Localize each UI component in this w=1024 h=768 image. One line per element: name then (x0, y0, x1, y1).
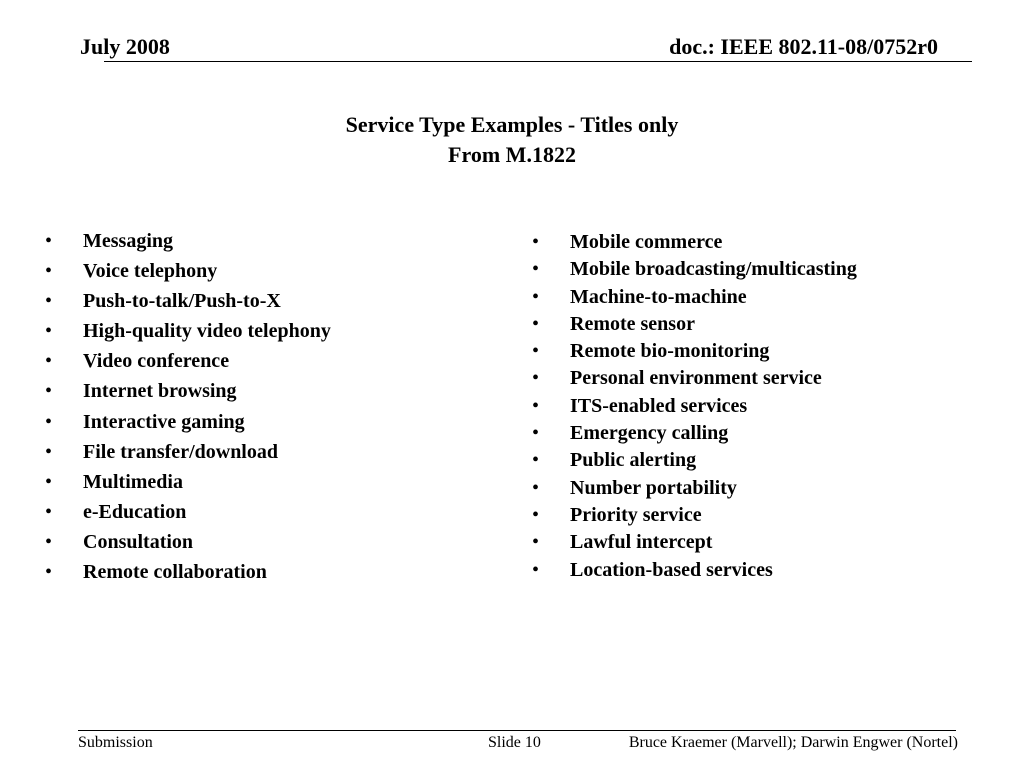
bullet-icon: • (532, 503, 540, 526)
list-item (45, 467, 331, 497)
bullet-icon: • (45, 470, 53, 493)
list-item (45, 437, 331, 467)
bullet-icon: • (45, 410, 53, 433)
list-item-label: Machine-to-machine (570, 285, 747, 308)
bullet-icon: • (532, 449, 540, 472)
slide-title (0, 110, 1024, 170)
list-item-label: Personal environment service (570, 367, 822, 390)
bullet-icon: • (45, 440, 53, 463)
list-item (532, 393, 857, 420)
list-item (45, 286, 331, 316)
bullet-icon: • (45, 500, 53, 523)
list-item-label: Messaging (83, 230, 173, 252)
list-item-label: Push-to-talk/Push-to-X (83, 290, 281, 313)
list-item (532, 365, 857, 392)
list-item (532, 447, 857, 474)
bullet-icon: • (532, 231, 540, 253)
bullet-icon: • (532, 312, 540, 335)
list-item-label: Internet browsing (83, 380, 237, 403)
bullet-icon: • (532, 340, 540, 363)
footer-authors: Bruce Kraemer (Marvell); Darwin Engwer (Nortel) (628, 734, 958, 751)
bullet-icon: • (532, 558, 540, 581)
bullet-icon: • (45, 530, 53, 553)
list-item-label: High-quality video telephony (83, 320, 331, 343)
footer-rule (78, 730, 956, 731)
bullet-icon: • (45, 380, 53, 403)
bullet-icon: • (532, 476, 540, 499)
bullet-icon: • (532, 422, 540, 445)
list-item-label: e-Education (83, 500, 187, 523)
list-item-label: Lawful intercept (570, 531, 713, 554)
list-item-label: Video conference (83, 350, 230, 373)
footer-slide-number: Slide 10 (488, 734, 541, 751)
bullet-icon: • (45, 230, 53, 252)
bullet-icon: • (45, 260, 53, 283)
list-item (45, 316, 331, 346)
header-date: July 2008 (80, 34, 170, 59)
list-item (532, 284, 857, 311)
right-service-list (532, 229, 857, 584)
bullet-icon: • (532, 258, 540, 281)
header-doc-id: doc.: IEEE 802.11-08/0752r0 (669, 34, 938, 59)
list-item (532, 229, 857, 256)
list-item-label: Remote bio-monitoring (570, 340, 770, 363)
list-item (532, 311, 857, 338)
list-item-label: Mobile broadcasting/multicasting (570, 258, 857, 281)
list-item (532, 338, 857, 365)
bullet-icon: • (45, 350, 53, 373)
list-item-label: Public alerting (570, 449, 697, 472)
list-item (45, 527, 331, 557)
list-item-label: Consultation (83, 530, 194, 553)
list-item-label: Multimedia (83, 470, 183, 493)
header-rule (104, 61, 972, 62)
slide-title-line-2: From M.1822 (448, 142, 576, 167)
bullet-icon: • (532, 394, 540, 417)
list-item (532, 256, 857, 283)
list-item (45, 256, 331, 286)
list-item (532, 557, 857, 584)
list-item (45, 226, 331, 256)
bullet-icon: • (532, 367, 540, 390)
bullet-icon: • (532, 531, 540, 554)
bullet-icon: • (45, 290, 53, 313)
list-item-label: ITS-enabled services (570, 394, 748, 417)
left-service-list (45, 226, 331, 587)
list-item (45, 346, 331, 376)
list-item (45, 376, 331, 406)
list-item-label: Location-based services (570, 558, 773, 581)
list-item (532, 502, 857, 529)
list-item-label: Interactive gaming (83, 410, 245, 433)
bullet-icon: • (532, 285, 540, 308)
list-item (532, 475, 857, 502)
list-item-label: Voice telephony (83, 260, 218, 283)
list-item (45, 497, 331, 527)
list-item (532, 529, 857, 556)
bullet-icon: • (45, 561, 53, 584)
list-item-label: File transfer/download (83, 440, 278, 463)
list-item-label: Priority service (570, 503, 702, 526)
list-item-label: Mobile commerce (570, 231, 723, 253)
footer-submission: Submission (78, 734, 153, 751)
list-item (45, 557, 331, 587)
list-item-label: Remote sensor (570, 312, 695, 335)
list-item-label: Remote collaboration (83, 561, 267, 584)
list-item (532, 420, 857, 447)
list-item-label: Number portability (570, 476, 737, 499)
list-item-label: Emergency calling (570, 422, 729, 445)
slide-title-line-1: Service Type Examples - Titles only (345, 112, 679, 137)
bullet-icon: • (45, 320, 53, 343)
list-item (45, 407, 331, 437)
